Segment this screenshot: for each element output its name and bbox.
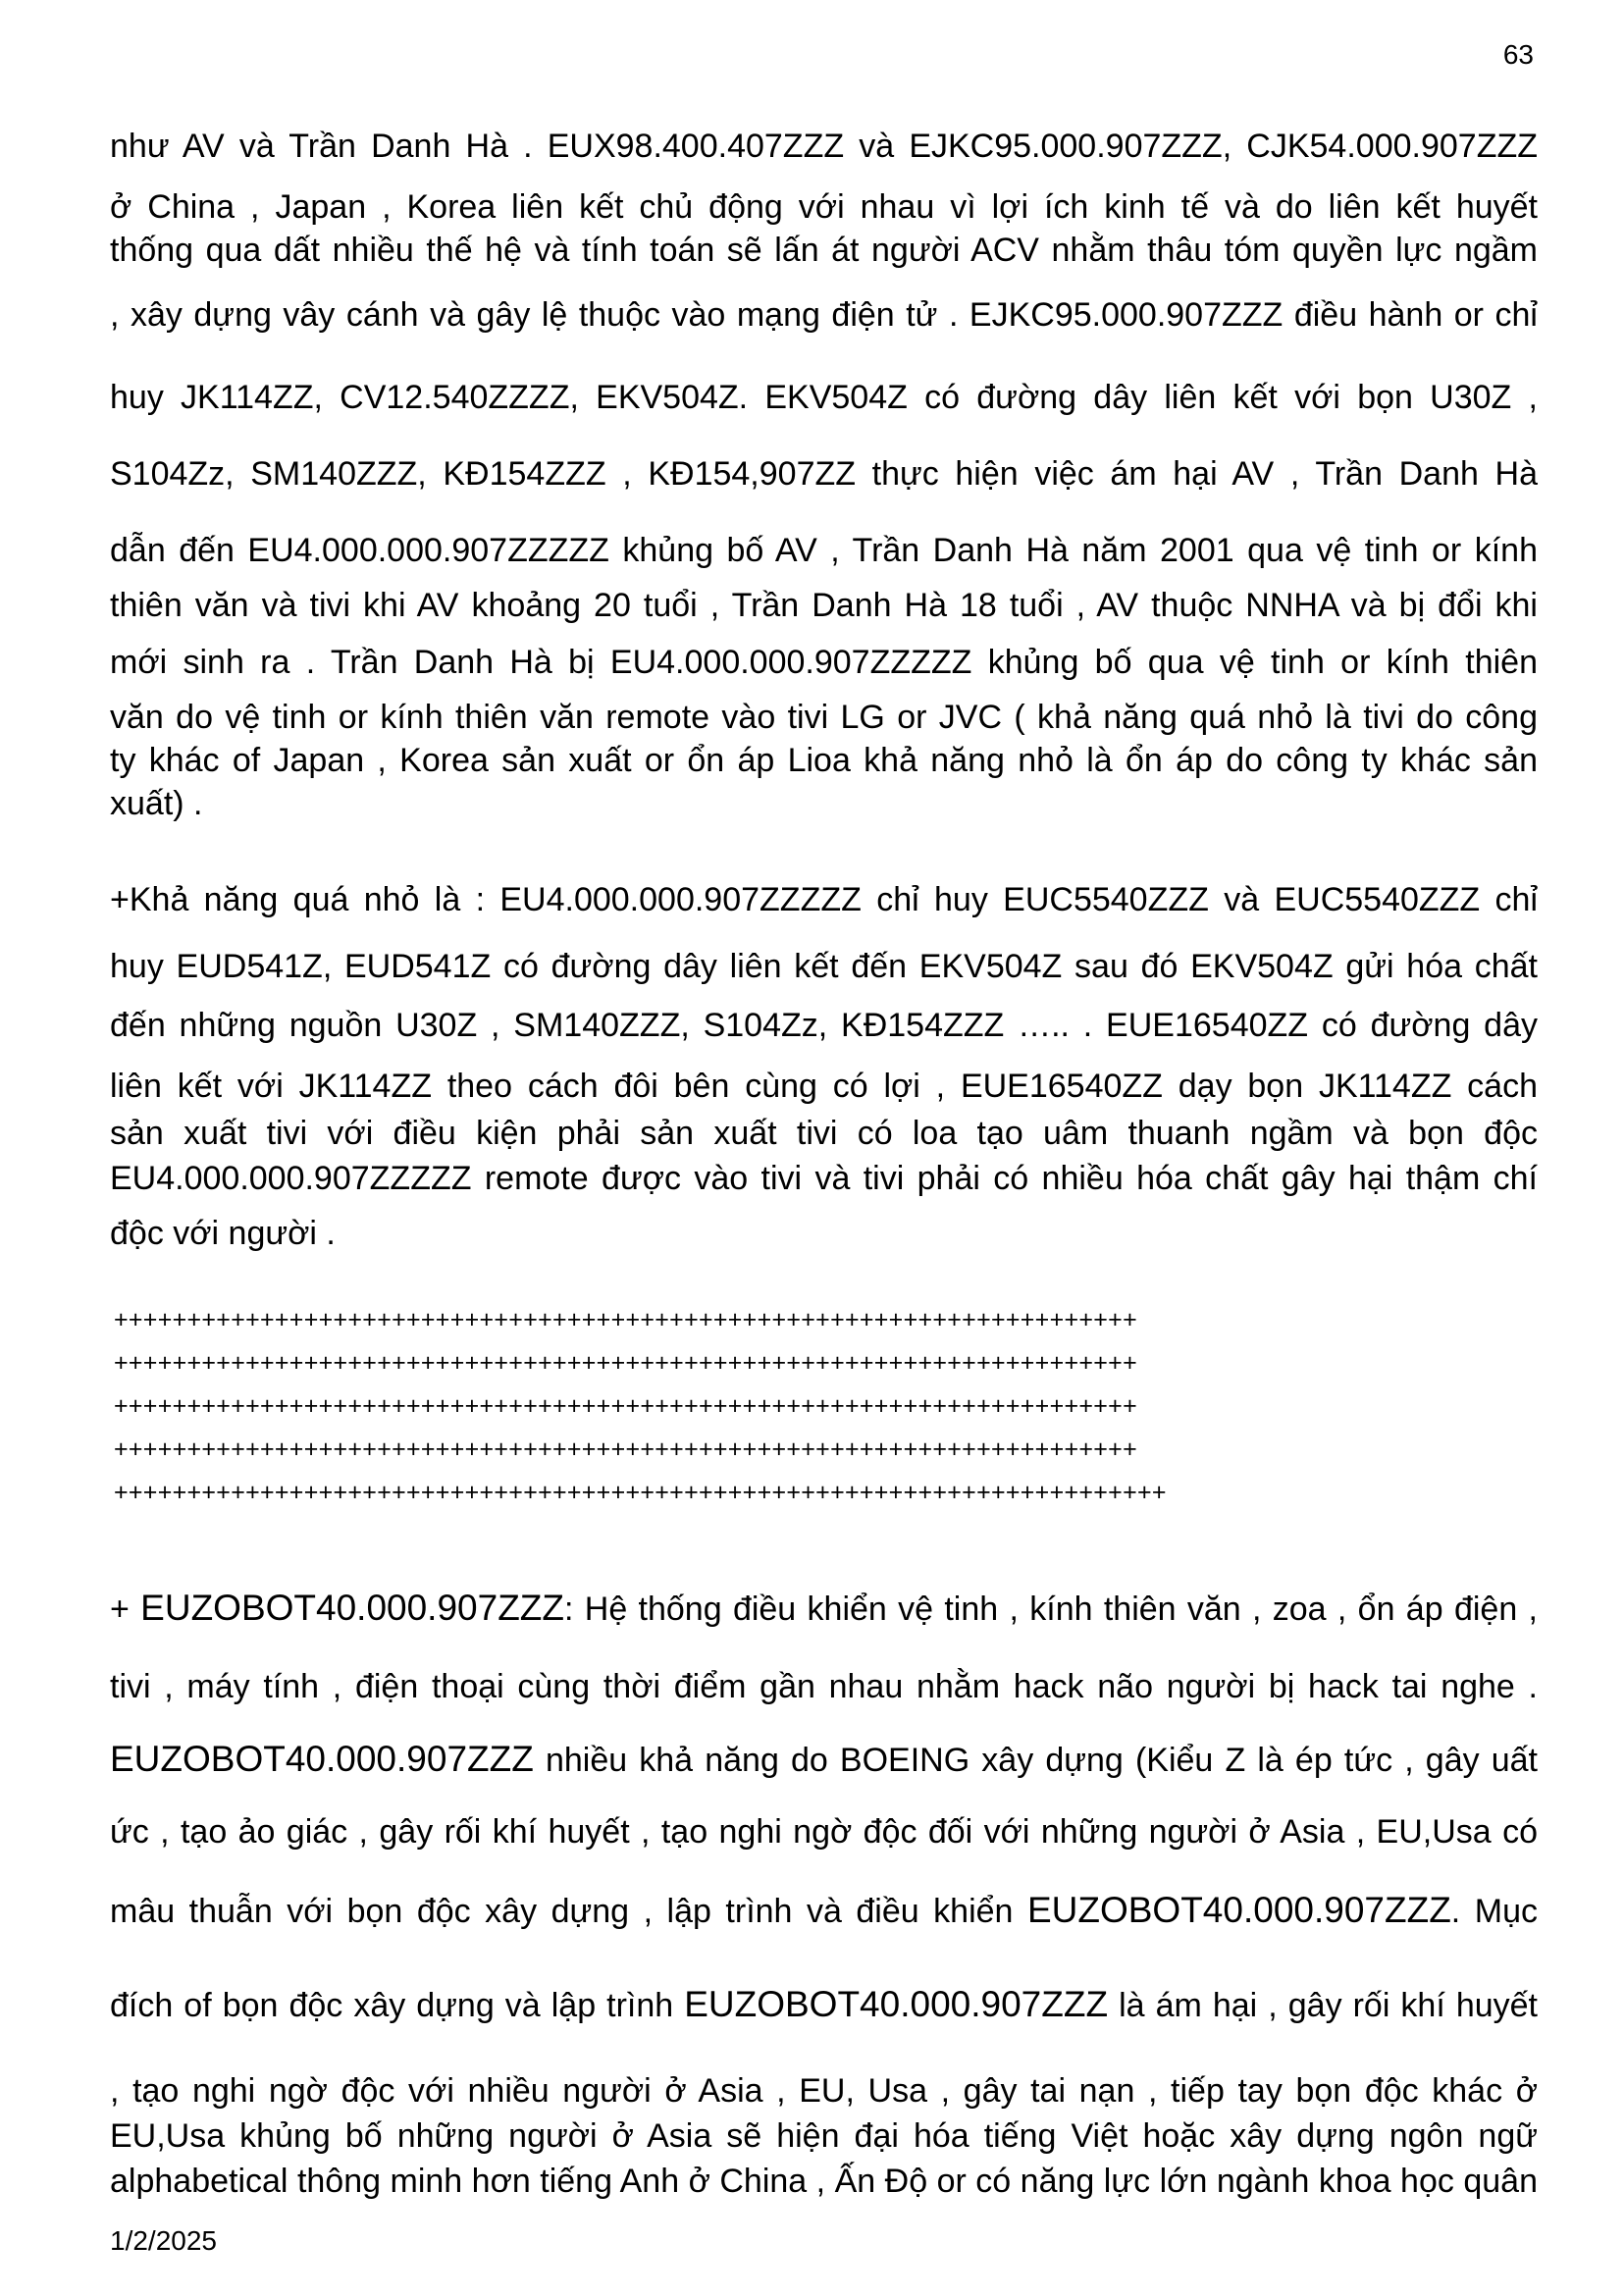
text-line: thống qua dất nhiều thế hệ và tính toán sẽ lấn át người ACV nhằm thâu tóm quyền lực ngầm — [110, 232, 1538, 269]
text-run: mâu thuẫn với bọn độc xây dựng , lập trình và điều khiển — [110, 1893, 1027, 1930]
text-line: +Khả năng quá nhỏ là : EU4.000.000.907ZZZZZ chỉ huy EUC5540ZZZ và EUC5540ZZZ chỉ — [110, 881, 1538, 918]
separator-row: ++++++++++++++++++++++++++++++++++++++++++++++++++++++++++++++++++++++ — [114, 1392, 1137, 1420]
text-line: tivi , máy tính , điện thoại cùng thời điểm gần nhau nhằm hack não người bị hack tai nghe . — [110, 1668, 1538, 1705]
text-run: : Hệ thống điều khiển vệ tinh , kính thiên văn , zoa , ổn áp điện , — [564, 1591, 1538, 1628]
text-run: đích of bọn độc xây dựng và lập trình — [110, 1987, 685, 2024]
text-line: ty khác of Japan , Korea sản xuất or ổn áp Lioa khả năng nhỏ là ổn áp do công ty khác sản — [110, 742, 1538, 779]
text-line: độc với người . — [110, 1215, 336, 1252]
text-line — [110, 1984, 1538, 2026]
separator-row: ++++++++++++++++++++++++++++++++++++++++++++++++++++++++++++++++++++++ — [114, 1306, 1137, 1333]
text-line: EU4.000.000.907ZZZZZ remote được vào tivi và tivi phải có nhiều hóa chất gây hại thậm chí — [110, 1160, 1538, 1197]
text-line: sản xuất tivi với điều kiện phải sản xuất tivi có loa tạo uâm thuanh ngầm và bọn độc — [110, 1115, 1538, 1152]
system-name: EUZOBOT40.000.907ZZZ — [684, 1984, 1109, 2024]
text-line — [110, 1588, 1538, 1630]
text-run: là ám hại , gây rối khí huyết — [1108, 1987, 1538, 2024]
system-name: EUZOBOT40.000.907ZZZ — [140, 1588, 564, 1628]
text-line: alphabetical thông minh hơn tiếng Anh ở China , Ấn Độ or có năng lực lớn ngành khoa học quân — [110, 2163, 1538, 2200]
system-name: EUZOBOT40.000.907ZZZ — [110, 1739, 534, 1779]
text-line: dẫn đến EU4.000.000.907ZZZZZ khủng bố AV , Trần Danh Hà năm 2001 qua vệ tinh or kính — [110, 532, 1538, 569]
footer-date: 1/2/2025 — [110, 2225, 217, 2256]
text-line: , xây dựng vây cánh và gây lệ thuộc vào mạng điện tử . EJKC95.000.907ZZZ điều hành or chỉ — [110, 296, 1538, 334]
text-line: ức , tạo ảo giác , gây rối khí huyết , tạo nghi ngờ độc đối với những người ở Asia , EU,Usa có — [110, 1813, 1538, 1851]
text-line — [110, 1739, 1538, 1781]
text-line: , tạo nghi ngờ độc với nhiều người ở Asia , EU, Usa , gây tai nạn , tiếp tay bọn độc khác ở — [110, 2072, 1538, 2110]
text-line: huy JK114ZZ, CV12.540ZZZZ, EKV504Z. EKV504Z có đường dây liên kết với bọn U30Z , — [110, 379, 1538, 416]
text-line — [110, 1890, 1538, 1932]
text-line: như AV và Trần Danh Hà . EUX98.400.407ZZZ và EJKC95.000.907ZZZ, CJK54.000.907ZZZ — [110, 128, 1538, 165]
text-run: nhiều khả năng do BOEING xây dựng (Kiểu Z là ép tức , gây uất — [533, 1742, 1538, 1779]
text-line: S104Zz, SM140ZZZ, KĐ154ZZZ , KĐ154,907ZZ thực hiện việc ám hại AV , Trần Danh Hà — [110, 455, 1538, 493]
text-line: đến những nguồn U30Z , SM140ZZZ, S104Zz, KĐ154ZZZ ….. . EUE16540ZZ có đường dây — [110, 1007, 1538, 1044]
text-line: văn do vệ tinh or kính thiên văn remote vào tivi LG or JVC ( khả năng quá nhỏ là tivi do công — [110, 699, 1538, 736]
text-line: ở China , Japan , Korea liên kết chủ động với nhau vì lợi ích kinh tế và do liên kết huyết — [110, 188, 1538, 226]
page-number: 63 — [1502, 39, 1534, 70]
separator-row: ++++++++++++++++++++++++++++++++++++++++++++++++++++++++++++++++++++++ — [114, 1435, 1137, 1463]
text-line: liên kết với JK114ZZ theo cách đôi bên cùng có lợi , EUE16540ZZ dạy bọn JK114ZZ cách — [110, 1068, 1538, 1105]
system-name: EUZOBOT40.000.907ZZZ — [1026, 1890, 1451, 1930]
text-line: xuất) . — [110, 785, 203, 822]
text-line: thiên văn và tivi khi AV khoảng 20 tuổi , Trần Danh Hà 18 tuổi , AV thuộc NNHA và bị đổi khi — [110, 587, 1538, 624]
text-line: huy EUD541Z, EUD541Z có đường dây liên kết đến EKV504Z sau đó EKV504Z gửi hóa chất — [110, 948, 1538, 985]
separator-row: ++++++++++++++++++++++++++++++++++++++++++++++++++++++++++++++++++++++ — [114, 1349, 1137, 1377]
bullet-plus: + — [110, 1591, 141, 1628]
text-line: mới sinh ra . Trần Danh Hà bị EU4.000.000.907ZZZZZ khủng bố qua vệ tinh or kính thiên — [110, 644, 1538, 681]
separator-row: ++++++++++++++++++++++++++++++++++++++++++++++++++++++++++++++++++++++++ — [114, 1479, 1167, 1506]
text-run: . Mục — [1450, 1893, 1538, 1930]
text-line: EU,Usa khủng bố những người ở Asia sẽ hiện đại hóa tiếng Việt hoặc xây dựng ngôn ngữ — [110, 2117, 1538, 2155]
